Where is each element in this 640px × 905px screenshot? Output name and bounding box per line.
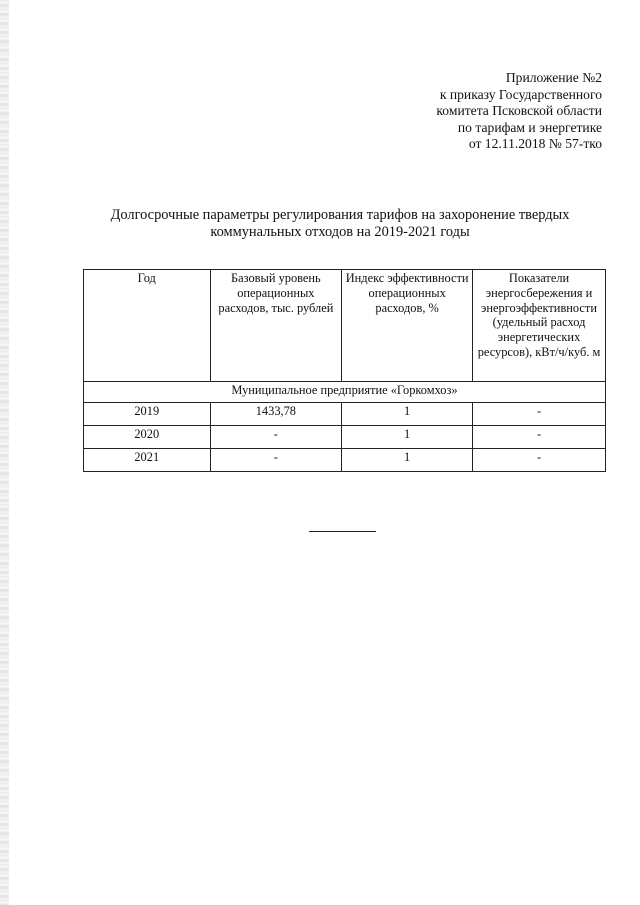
cell-efficiency-index: 1	[342, 403, 473, 426]
appendix-line: комитета Псковской области	[436, 103, 602, 118]
scan-edge	[0, 0, 9, 905]
appendix-line: по тарифам и энергетике	[457, 119, 602, 135]
table-header-row	[84, 270, 606, 382]
organization-row	[84, 382, 606, 403]
document-title-line: коммунальных отходов на 2019-2021 годы	[210, 224, 470, 240]
cell-energy-indicator: -	[473, 403, 606, 426]
closing-line	[309, 531, 376, 532]
organization-name: Муниципальное предприятие «Горкомхоз»	[84, 382, 606, 403]
cell-year: 2019	[84, 403, 211, 426]
appendix-line: Приложение №2	[505, 70, 602, 85]
cell-efficiency-index: 1	[342, 426, 473, 449]
cell-energy-indicator: -	[473, 449, 606, 472]
column-header-efficiency-index: Индекс эффективности операционных расходов, %	[342, 270, 473, 382]
parameters-table	[83, 269, 606, 472]
cell-efficiency-index: 1	[342, 449, 473, 472]
appendix-line: к приказу Государственного	[439, 86, 602, 102]
cell-base-opex: -	[210, 426, 342, 449]
column-header-base-opex: Базовый уровень операционных расходов, тыс. рублей	[210, 270, 342, 382]
document-title	[80, 207, 600, 241]
cell-energy-indicator: -	[473, 426, 606, 449]
column-header-energy-indicators: Показатели энергосбережения и энергоэффективности (удельный расход энергетических ресурсов), кВт/ч/куб. м	[473, 270, 606, 382]
cell-year: 2020	[84, 426, 211, 449]
document-title-line: Долгосрочные параметры регулирования тарифов на захоронение твердых	[110, 207, 570, 223]
table-row	[84, 449, 606, 472]
table-row	[84, 426, 606, 449]
cell-base-opex: -	[210, 449, 342, 472]
cell-base-opex: 1433,78	[210, 403, 342, 426]
appendix-block	[436, 70, 602, 153]
cell-year: 2021	[84, 449, 211, 472]
column-header-year: Год	[84, 270, 211, 382]
appendix-date-line: от 12.11.2018 № 57-тко	[468, 136, 602, 151]
table-row	[84, 403, 606, 426]
